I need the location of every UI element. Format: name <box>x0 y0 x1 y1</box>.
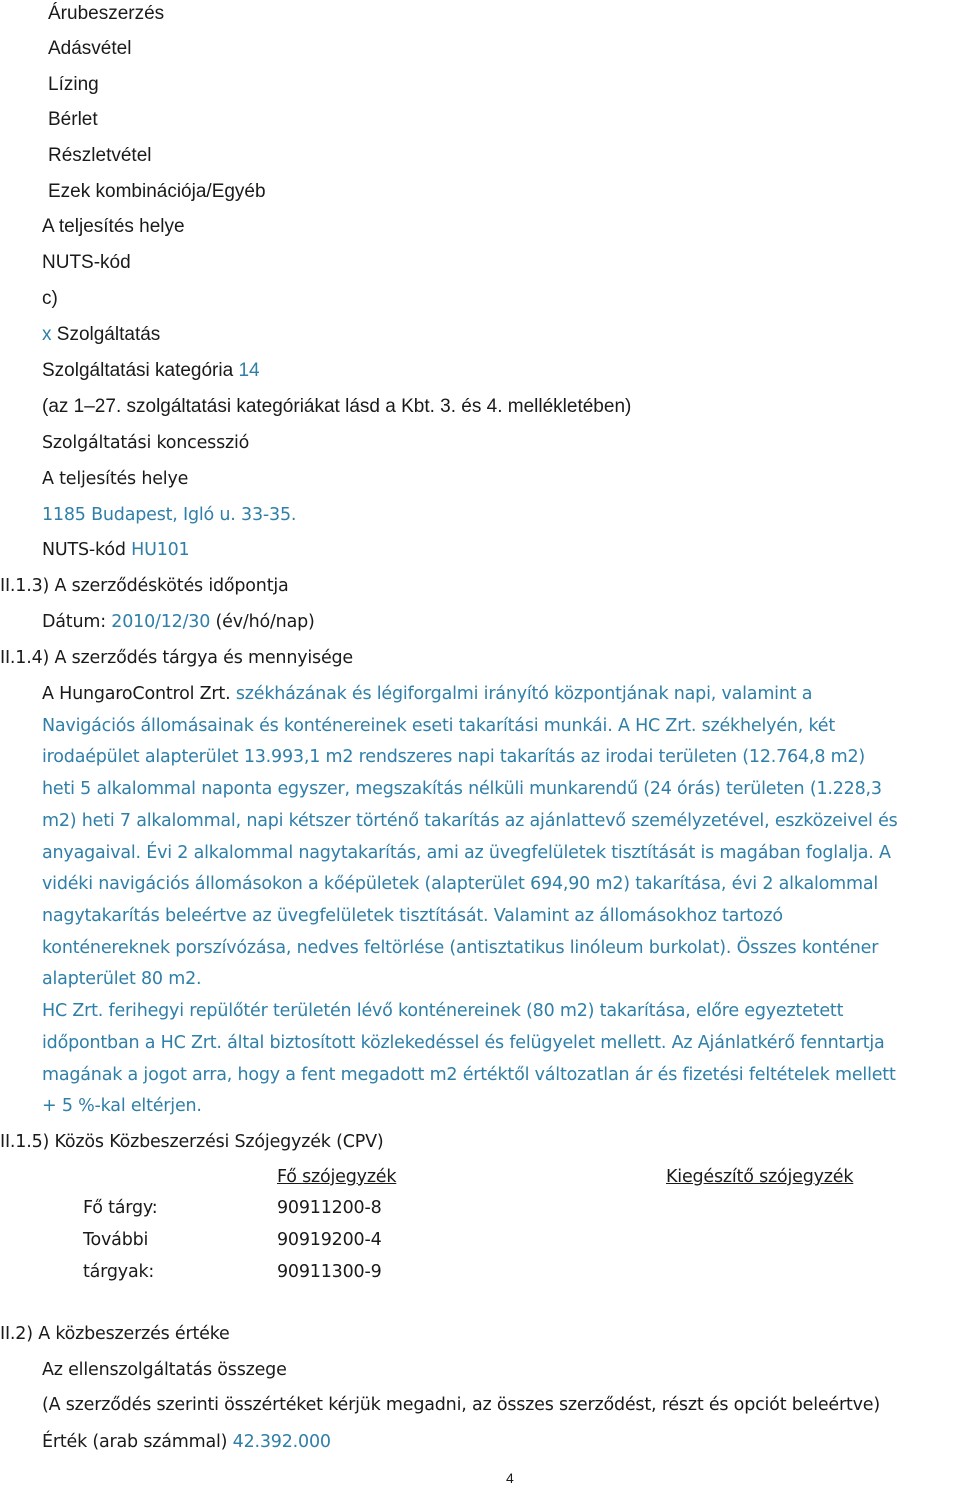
service-label: Szolgáltatás <box>56 324 161 345</box>
desc-line <box>42 682 812 706</box>
desc-line: m2) heti 7 alkalommal, napi kétszer történő takarítás az ajánlattevő személyzetével, eszközeivel és <box>42 811 898 831</box>
goods-nuts-label: NUTS-kód <box>42 252 131 273</box>
desc-line: irodaépület alapterület 13.993,1 m2 rendszeres napi takarítás az irodai területen (12.764,8 m2) <box>42 747 866 767</box>
value-label: Érték (arab számmal) <box>42 1432 228 1452</box>
service-row <box>42 323 160 347</box>
option-hire-purchase: Részletvétel <box>48 145 152 166</box>
total-note: (A szerződés szerinti összértéket kérjük megadni, az összes szerződést, részt és opciót beleértve) <box>42 1395 880 1415</box>
service-category-row <box>42 359 260 383</box>
option-rental: Bérlet <box>48 109 98 130</box>
nuts-row <box>42 538 190 562</box>
cpv-more-code: 90919200-4 <box>277 1230 382 1250</box>
concession-label: Szolgáltatási koncesszió <box>42 433 250 453</box>
cpv-main-label: Fő tárgy: <box>83 1198 158 1218</box>
option-purchase: Adásvétel <box>48 38 132 59</box>
date-row <box>42 610 315 634</box>
section-ii-1-4-title: II.1.4) A szerződés tárgya és mennyisége <box>0 648 353 668</box>
option-goods: Árubeszerzés <box>48 3 165 24</box>
desc-line-rest: székházának és légiforgalmi irányító központjának napi, valamint a <box>235 684 813 704</box>
page-number: 4 <box>506 1470 514 1486</box>
category-note: (az 1–27. szolgáltatási kategóriákat lásd a Kbt. 3. és 4. mellékletében) <box>42 396 632 417</box>
section-ii-2-title: II.2) A közbeszerzés értéke <box>0 1324 230 1344</box>
cpv-more-label: További <box>83 1230 149 1250</box>
service-checkmark: x <box>42 324 52 345</box>
option-leasing: Lízing <box>48 74 99 95</box>
cpv-more-label: tárgyak: <box>83 1262 155 1282</box>
desc-line: heti 5 alkalommal naponta egyszer, megszakítás nélküli munkarendű (24 órás) területen (1.228,3 <box>42 779 882 799</box>
desc-line: Navigációs állomásainak és konténereinek eseti takarítási munkái. A HC Zrt. székhelyén, két <box>42 716 835 736</box>
desc-line: alapterület 80 m2. <box>42 969 202 989</box>
section-ii-1-5-title: II.1.5) Közös Közbeszerzési Szójegyzék (CPV) <box>0 1132 384 1152</box>
goods-place-label: A teljesítés helye <box>42 216 185 237</box>
desc-line: anyagaival. Évi 2 alkalommal nagytakarítás, ami az üvegfelületek tisztítását is magában foglalja. A <box>42 843 891 863</box>
section-c-label: c) <box>42 288 58 309</box>
date-label: Dátum: <box>42 612 106 632</box>
desc-line: magának a jogot arra, hogy a fent megadott m2 értéktől változatlan ár és fizetési feltételek mellett <box>42 1065 896 1085</box>
value-row <box>42 1430 331 1454</box>
desc-line: időpontban a HC Zrt. által biztosított közlekedéssel és felügyelet mellett. Az Ajánlatkérő fenntartja <box>42 1033 885 1053</box>
nuts-label: NUTS-kód <box>42 540 126 560</box>
desc-line: nagytakarítás beleértve az üvegfelületek tisztítását. Valamint az állomásokhoz tartozó <box>42 906 783 926</box>
nuts-value: HU101 <box>131 540 190 560</box>
desc-line: HC Zrt. ferihegyi repülőtér területén lévő konténereinek (80 m2) takarítása, előre egyeztetett <box>42 1001 844 1021</box>
cpv-main-header: Fő szójegyzék <box>277 1167 397 1187</box>
service-category-label: Szolgáltatási kategória <box>42 360 234 381</box>
place-value: 1185 Budapest, Igló u. 33-35. <box>42 505 297 525</box>
place-label: A teljesítés helye <box>42 469 189 489</box>
value-amount: 42.392.000 <box>232 1432 331 1452</box>
service-category-value: 14 <box>238 360 260 381</box>
option-combination: Ezek kombinációja/Egyéb <box>48 181 266 202</box>
cpv-main-code: 90911200-8 <box>277 1198 382 1218</box>
cpv-more-code: 90911300-9 <box>277 1262 382 1282</box>
desc-line: + 5 %-kal eltérjen. <box>42 1096 202 1116</box>
total-label: Az ellenszolgáltatás összege <box>42 1360 287 1380</box>
cpv-supplementary-header: Kiegészítő szójegyzék <box>666 1167 854 1187</box>
date-format: (év/hó/nap) <box>215 612 315 632</box>
desc-line-start: A HungaroControl Zrt. <box>42 684 231 704</box>
section-ii-1-3-title: II.1.3) A szerződéskötés időpontja <box>0 576 289 596</box>
date-value: 2010/12/30 <box>111 612 211 632</box>
desc-line: konténereknek porszívózása, nedves feltörlése (antisztatikus linóleum burkolat). Összes konténer <box>42 938 879 958</box>
desc-line: vidéki navigációs állomásokon a kőépületek (alapterület 694,90 m2) takarítása, évi 2 alkalommal <box>42 874 879 894</box>
